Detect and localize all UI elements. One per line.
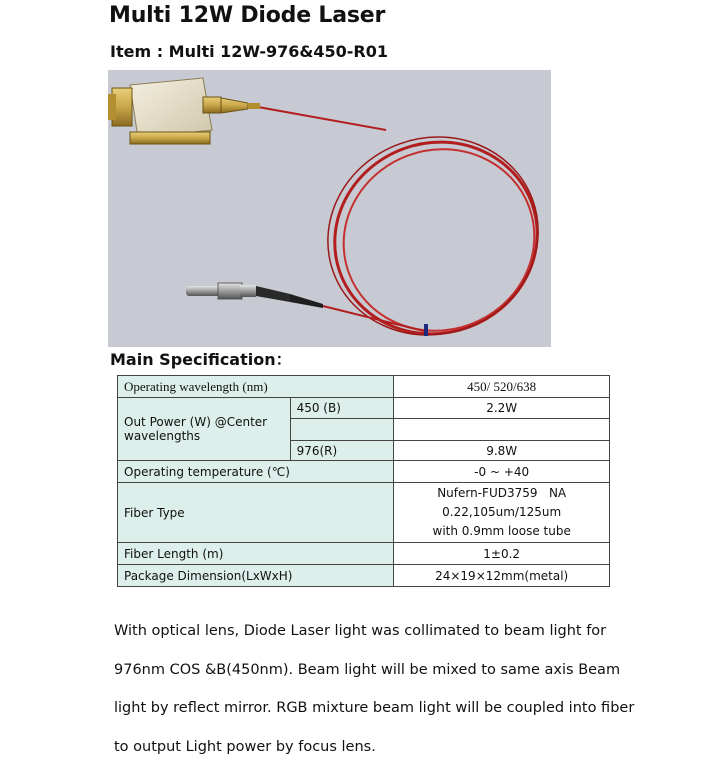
- fiber-clip: [424, 324, 428, 336]
- diode-module: [108, 78, 260, 144]
- spec-value-976: 9.8W: [394, 441, 610, 461]
- table-row: [118, 565, 610, 587]
- spec-sub-empty: [290, 419, 394, 441]
- spec-value-empty: [394, 419, 610, 441]
- description-line: With optical lens, Diode Laser light was collimated to beam light for: [114, 612, 714, 651]
- table-row: [118, 483, 610, 543]
- spec-label-fiber-type: Fiber Type: [118, 483, 394, 543]
- spec-value-temperature: -0 ~ +40: [394, 461, 610, 483]
- spec-value-fiber-type: [394, 483, 610, 543]
- spec-sub-976: 976(R): [290, 441, 394, 461]
- table-row: [118, 543, 610, 565]
- product-photo: [108, 70, 551, 347]
- spec-sub-450: 450 (B): [290, 398, 394, 419]
- spec-label-out-power: Out Power (W) @Center wavelengths: [118, 398, 291, 461]
- spec-label-fiber-length: Fiber Length (m): [118, 543, 394, 565]
- fiber-lead: [258, 107, 386, 130]
- description: [114, 612, 714, 766]
- spec-value-450: 2.2W: [394, 398, 610, 419]
- diode-laser-illustration: [108, 70, 551, 347]
- fiber-type-line: Nufern-FUD3759 NA: [400, 484, 603, 503]
- table-row: [118, 398, 610, 419]
- fiber-type-line: with 0.9mm loose tube: [400, 522, 603, 541]
- spec-label-wavelength: Operating wavelength (nm): [118, 376, 394, 398]
- spec-label-temperature: Operating temperature (℃): [118, 461, 394, 483]
- description-line: light by reflect mirror. RGB mixture beam light will be coupled into fiber: [114, 689, 714, 728]
- spec-table: [117, 375, 610, 587]
- description-line: 976nm COS &B(450nm). Beam light will be mixed to same axis Beam: [114, 651, 714, 690]
- spec-heading: Main Specification：: [110, 347, 292, 370]
- page-title: Multi 12W Diode Laser: [109, 3, 385, 28]
- table-row: [118, 461, 610, 483]
- description-line: to output Light power by focus lens.: [114, 728, 714, 766]
- table-row: [118, 376, 610, 398]
- spec-value-package: 24×19×12mm(metal): [394, 565, 610, 587]
- spec-label-package: Package Dimension(LxWxH): [118, 565, 394, 587]
- spec-value-fiber-length: 1±0.2: [394, 543, 610, 565]
- spec-value-wavelength: 450/ 520/638: [394, 376, 610, 398]
- fiber-type-line: 0.22,105um/125um: [400, 503, 603, 522]
- item-code: Item : Multi 12W-976&450-R01: [110, 42, 388, 61]
- sma-connector: [186, 283, 323, 308]
